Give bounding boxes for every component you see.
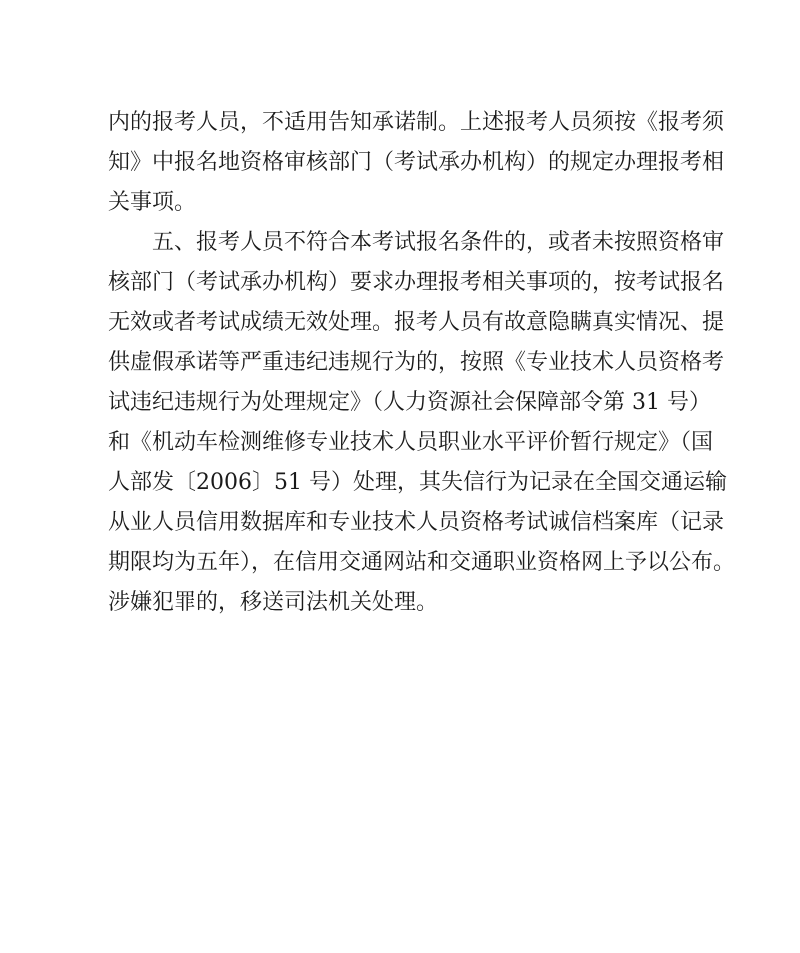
text-line: 核部门（考试承办机构）要求办理报考相关事项的，按考试报名: [108, 270, 725, 295]
text-line: 涉嫌犯罪的，移送司法机关处理。: [108, 590, 439, 615]
text-line: 关事项。: [108, 190, 197, 215]
text-line: 知》中报名地资格审核部门（考试承办机构）的规定办理报考相: [108, 150, 725, 175]
text-line: 供虚假承诺等严重违纪违规行为的，按照《专业技术人员资格考: [108, 350, 725, 375]
text-line: 无效或者考试成绩无效处理。报考人员有故意隐瞒真实情况、提: [108, 310, 725, 335]
paragraph-continuation: [108, 103, 725, 223]
text-line: 从业人员信用数据库和专业技术人员资格考试诚信档案库（记录: [108, 510, 725, 535]
text-line: 期限均为五年），在信用交通网站和交通职业资格网上予以公布。: [108, 550, 736, 575]
text-line: 试违纪违规行为处理规定》（人力资源社会保障部令第 31 号）: [108, 390, 711, 415]
text-line: 内的报考人员，不适用告知承诺制。上述报考人员须按《报考须: [108, 110, 725, 135]
document-body: [108, 103, 736, 623]
text-line: 五、报考人员不符合本考试报名条件的，或者未按照资格审: [152, 230, 725, 255]
paragraph-five: [108, 223, 736, 623]
text-line: 人部发〔2006〕51 号）处理，其失信行为记录在全国交通运输: [108, 470, 727, 495]
text-line: 和《机动车检测维修专业技术人员职业水平评价暂行规定》（国: [108, 430, 714, 455]
